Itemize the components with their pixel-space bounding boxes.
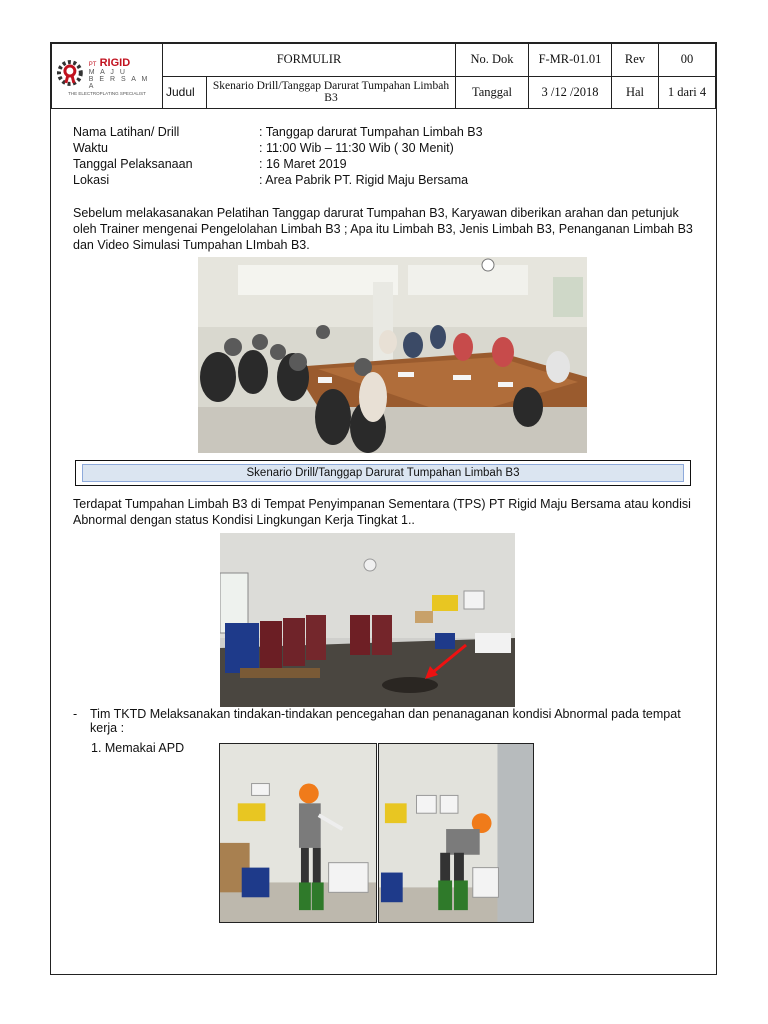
- info-row: [73, 124, 483, 140]
- apd-photo-left: [219, 743, 377, 923]
- info-value: : 16 Maret 2019: [259, 157, 347, 171]
- intro-paragraph: Sebelum melakasanakan Pelatihan Tanggap darurat Tumpahan B3, Karyawan diberikan arahan dan petunjuk oleh Trainer mengenai Pengelolahan Limbah B3 ; Apa itu Limbah B3, Jenis Limbah B3, Penanganan Limbah B3 dan Video Simulasi Tumpahan LImbah B3.: [73, 206, 693, 252]
- section-title: Skenario Drill/Tanggap Darurat Tumpahan Limbah B3: [82, 464, 684, 482]
- logo-maju: M A J U: [88, 69, 127, 76]
- apd-photo-right: [378, 743, 534, 923]
- scenario-paragraph: Terdapat Tumpahan Limbah B3 di Tempat Penyimpanan Sementara (TPS) PT Rigid Maju Bersama atau kondisi Abnormal dengan status Kondisi Lingkungan Kerja Tingkat 1..: [73, 497, 691, 527]
- drill-info: [73, 124, 483, 188]
- no-dok-label: No. Dok: [456, 44, 529, 77]
- logo-bersama: B E R S A M A: [88, 76, 150, 90]
- info-value: : Tanggap darurat Tumpahan Limbah B3: [259, 125, 483, 139]
- logo-tagline: THE ELECTROPLATING SPECIALIST: [68, 91, 146, 96]
- form-title: FORMULIR: [163, 44, 456, 77]
- section-title-bar: [75, 460, 691, 486]
- info-label: Nama Latihan/ Drill: [73, 125, 180, 139]
- judul-label: Judul: [163, 76, 207, 109]
- training-session-photo: [198, 257, 587, 453]
- info-label: Lokasi: [73, 173, 110, 187]
- info-row: [73, 156, 483, 172]
- info-row: [73, 140, 483, 156]
- bullet-dash: -: [73, 707, 78, 721]
- info-row: [73, 172, 483, 188]
- info-value: : Area Pabrik PT. Rigid Maju Bersama: [259, 173, 469, 187]
- tanggal-label: Tanggal: [456, 76, 529, 109]
- company-logo: [52, 44, 163, 109]
- hal-value: 1 dari 4: [659, 76, 716, 109]
- no-dok-value: F-MR-01.01: [529, 44, 612, 77]
- logo-rigid: RIGID: [99, 57, 131, 69]
- info-label: Waktu: [73, 141, 108, 155]
- hal-label: Hal: [612, 76, 659, 109]
- gear-logo-icon: [55, 58, 85, 88]
- info-label: Tanggal Pelaksanaan: [73, 157, 193, 171]
- tps-spill-photo: [220, 533, 515, 707]
- document-header: [51, 43, 716, 109]
- logo-pt: PT: [88, 62, 97, 68]
- judul-value: Skenario Drill/Tanggap Darurat Tumpahan Limbah B3: [207, 76, 456, 109]
- rev-value: 00: [659, 44, 716, 77]
- rev-label: Rev: [612, 44, 659, 77]
- tanggal-value: 3 /12 /2018: [529, 76, 612, 109]
- bullet-text: Tim TKTD Melaksanakan tindakan-tindakan pencegahan dan penanaganan kondisi Abnormal pada tempat kerja :: [90, 707, 681, 735]
- step-1-label: 1. Memakai APD: [91, 741, 185, 755]
- info-value: : 11:00 Wib – 11:30 Wib ( 30 Menit): [259, 141, 454, 155]
